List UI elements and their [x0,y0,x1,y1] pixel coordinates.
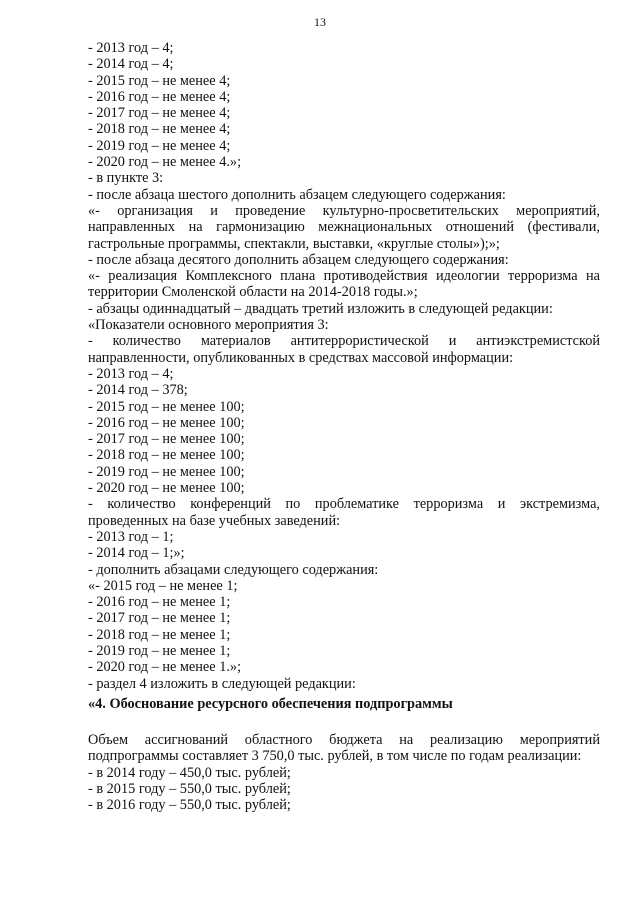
list-item: - 2013 год – 4; [88,365,174,382]
list-item: - 2020 год – не менее 4.»; [88,154,242,171]
list-item: - 2018 год – не менее 1; [88,626,231,643]
paragraph-materials: - количество материалов антитеррористической и антиэкстремистской направленности, опубликованных в средствах массовой информации: [88,333,600,366]
list-item: - в 2014 году – 450,0 тыс. рублей; [88,764,291,781]
spacer [66,712,600,732]
document-body [66,40,600,814]
list-item: - после абзаца шестого дополнить абзацем следующего содержания: [88,186,506,203]
list-item: - 2019 год – не менее 4; [88,137,231,154]
paragraph-conferences: - количество конференций по проблематике терроризма и экстремизма, проведенных на базе учебных заведений: [88,496,600,529]
list-item: - 2016 год – не менее 4; [88,88,231,105]
list-item: - 2018 год – не менее 100; [88,447,245,464]
list-item: - раздел 4 изложить в следующей редакции: [88,675,356,692]
list-item: - дополнить абзацами следующего содержания: [88,561,379,578]
list-item: - абзацы одиннадцатый – двадцать третий изложить в следующей редакции: [88,300,553,317]
page-number: 13 [314,15,326,29]
paragraph-complex-plan: «- реализация Комплексного плана противодействия идеологии терроризма на территории Смоленской области на 2014-2018 годы.»; [88,268,600,301]
list-item: - 2017 год – не менее 100; [88,431,245,448]
list-item: - 2020 год – не менее 1.»; [88,659,242,676]
list-item: - в 2015 году – 550,0 тыс. рублей; [88,781,291,798]
section-heading: «4. Обоснование ресурсного обеспечения подпрограммы [88,695,453,712]
list-item: - 2017 год – не менее 4; [88,105,231,122]
list-item: - в 2016 году – 550,0 тыс. рублей; [88,797,291,814]
list-item: - 2015 год – не менее 4; [88,72,231,89]
list-item: - после абзаца десятого дополнить абзацем следующего содержания: [88,251,509,268]
paragraph-culture-events: «- организация и проведение культурно-просветительских мероприятий, направленных на гармонизацию межнациональных отношений (фестивали, гастрольные программы, спектакли, выставки, «круглые столы»);»; [88,202,600,252]
list-item: - 2019 год – не менее 100; [88,463,245,480]
list-item: - 2016 год – не менее 1; [88,594,231,611]
list-item: - 2020 год – не менее 100; [88,480,245,497]
list-item: - 2013 год – 1; [88,528,174,545]
list-item: - 2017 год – не менее 1; [88,610,231,627]
list-item: - 2015 год – не менее 100; [88,398,245,415]
list-item: - 2018 год – не менее 4; [88,121,231,138]
list-item: «Показатели основного мероприятия 3: [88,317,329,334]
list-item: - 2013 год – 4; [88,40,174,56]
list-item: - 2014 год – 4; [88,56,174,73]
list-item: - в пункте 3: [88,170,164,187]
list-item: «- 2015 год – не менее 1; [88,577,238,594]
list-item: - 2014 год – 378; [88,382,188,399]
list-item: - 2014 год – 1;»; [88,545,185,562]
paragraph-budget: Объем ассигнований областного бюджета на реализацию мероприятий подпрограммы составляет 3 750,0 тыс. рублей, в том числе по годам реализации: [88,732,600,765]
list-item: - 2016 год – не менее 100; [88,414,245,431]
list-item: - 2019 год – не менее 1; [88,642,231,659]
